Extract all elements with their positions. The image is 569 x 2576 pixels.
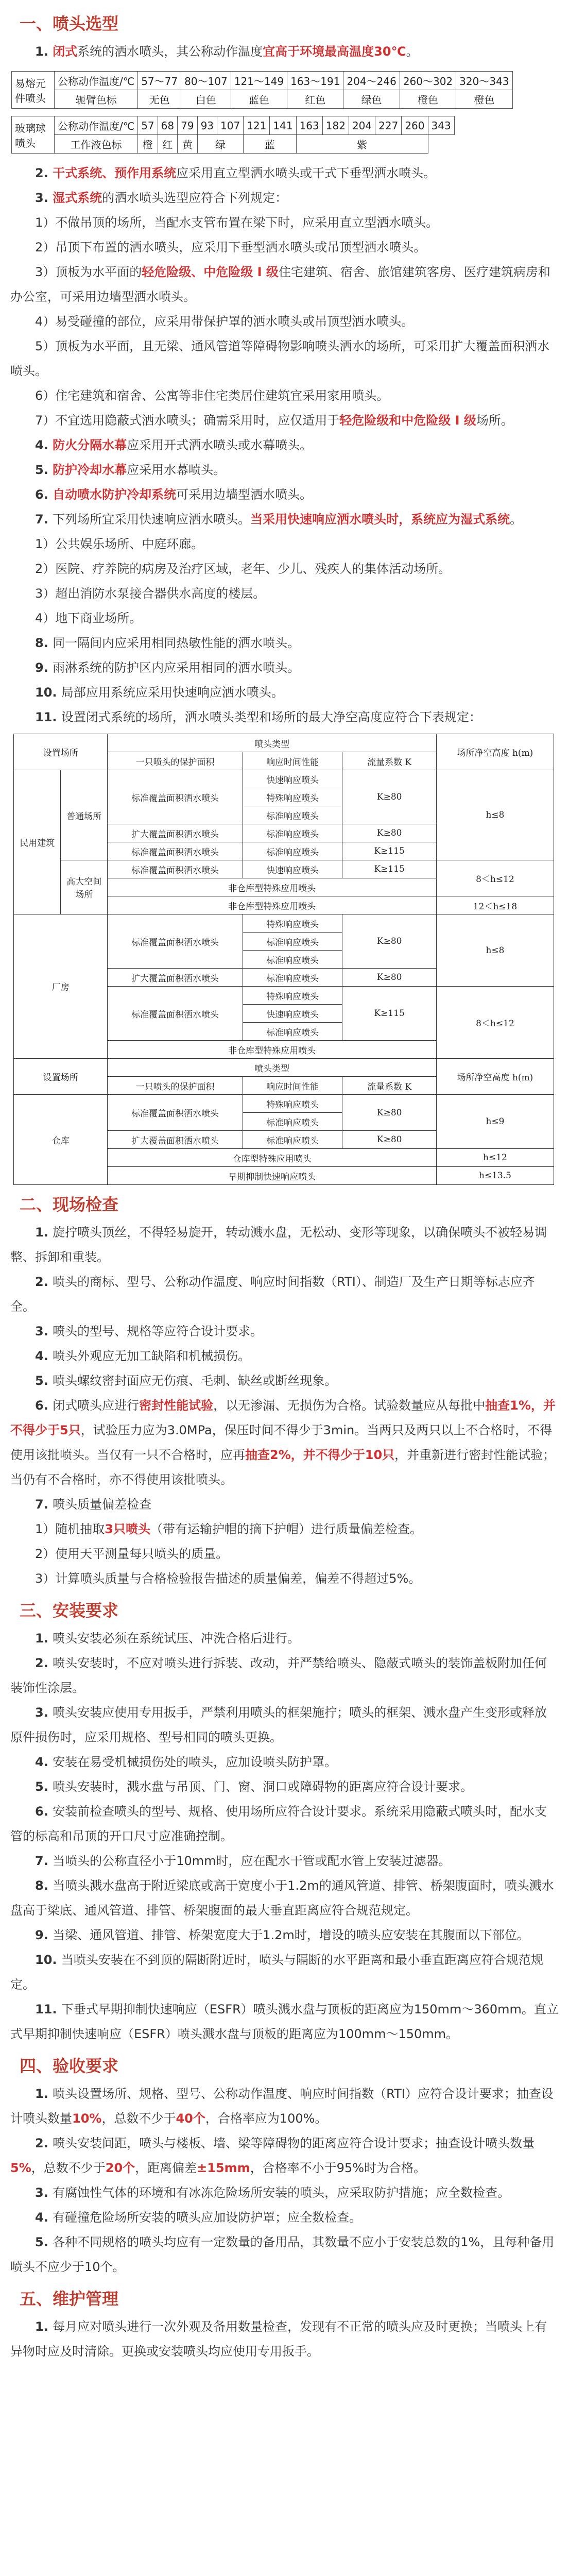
para-1-3-3: 3）顶板为水平面的轻危险级、中危险级 I 级住宅建筑、宿舍、旅馆建筑客房、医疗建筑病房和办公室，可采用边墙型洒水喷头。 — [10, 265, 550, 304]
para-3-1: 1. 喷头安装必须在系统试压、冲洗合格后进行。 — [35, 1631, 300, 1646]
sprinkler-height-table-wrap — [13, 734, 559, 1185]
para-4-4: 4. 有碰撞危险场所安装的喷头应加设防护罩；应全数检查。 — [35, 2210, 362, 2225]
section-title-selection: 一、喷头选型 — [20, 14, 119, 33]
para-1-5: 5. 防护冷却水幕应采用水幕喷头。 — [35, 463, 226, 477]
para-1-7-4: 4）地下商业场所。 — [35, 611, 142, 625]
section-title-acceptance: 四、验收要求 — [20, 2056, 119, 2076]
para-1-2: 2. 干式系统、预作用系统应采用直立型洒水喷头或干式下垂型洒水喷头。 — [35, 166, 436, 180]
para-3-3: 3. 喷头安装应使用专用扳手，严禁利用喷头的框架施拧；喷头的框架、溅水盘产生变形或释放原件损伤时，应采用规格、型号相同的喷头更换。 — [10, 1705, 547, 1744]
para-1-7-2: 2）医院、疗养院的病房及治疗区域，老年、少儿、残疾人的集体活动场所。 — [35, 562, 451, 576]
para-2-2: 2. 喷头的商标、型号、公称动作温度、响应时间指数（RTI）、制造厂及生产日期等标志应齐全。 — [10, 1275, 535, 1314]
para-4-2: 2. 喷头安装间距，喷头与楼板、墙、梁等障碍物的距离应符合设计要求；抽查设计喷头数量5%，总数不少于20个，距离偏差±15mm，合格率不小于95%时为合格。 — [10, 2136, 535, 2175]
para-2-7-1: 1）随机抽取3只喷头（带有运输护帽的摘下护帽）进行质量偏差检查。 — [35, 1522, 422, 1536]
para-2-5: 5. 喷头螺纹密封面应无伤痕、毛刺、缺丝或断丝现象。 — [35, 1374, 337, 1388]
para-2-7-3: 3）计算喷头质量与合格检验报告描述的质量偏差，偏差不得超过5%。 — [35, 1571, 421, 1586]
para-3-7: 7. 当喷头的公称直径小于10mm时，应在配水干管或配水管上安装过滤器。 — [35, 1854, 451, 1868]
para-3-6: 6. 安装前检查喷头的型号、规格、使用场所应符合设计要求。系统采用隐蔽式喷头时，配水支管的标高和吊顶的开口尺寸应准确控制。 — [10, 1804, 547, 1843]
para-1-3-7: 7）不宜选用隐蔽式洒水喷头；确需采用时，应仅适用于轻危险级和中危险级 I 级场所。 — [35, 413, 513, 428]
para-4-3: 3. 有腐蚀性气体的环境和有冰冻危险场所安装的喷头，应采取防护措施；应全数检查。 — [35, 2185, 510, 2200]
para-1-3-1: 1）不做吊顶的场所，当配水支管布置在梁下时，应采用直立型洒水喷头。 — [35, 215, 439, 230]
para-1-3-2: 2）吊顶下布置的洒水喷头，应采用下垂型洒水喷头或吊顶型洒水喷头。 — [35, 240, 426, 255]
para-1-7-1: 1）公共娱乐场所、中庭环廊。 — [35, 537, 204, 551]
para-1-6: 6. 自动喷水防护冷却系统可采用边墙型洒水喷头。 — [35, 487, 313, 502]
para-4-5: 5. 各种不同规格的喷头均应有一定数量的备用品，其数量不应小于安装总数的1%，且每种备用喷头不应少于10个。 — [10, 2235, 555, 2274]
para-3-9: 9. 当梁、通风管道、排管、桥架宽度大于1.2m时，增设的喷头应安装在其腹面以下部位。 — [35, 1928, 529, 1942]
para-1-11: 11. 设置闭式系统的场所，洒水喷头类型和场所的最大净空高度应符合下表规定： — [35, 710, 481, 724]
fusible-element-table: 易熔元件喷头 公称动作温度/℃ 57～77 80～107 121～149 163～191 204～246 260～302 320～343 轭臂色标 无色 白色 蓝色 红色 绿色 橙色 橙色 — [11, 71, 513, 109]
para-1-3-4: 4）易受碰撞的部位，应采用带保护罩的洒水喷头或吊顶型洒水喷头。 — [35, 314, 414, 329]
para-1-1: 1. 闭式系统的洒水喷头，其公称动作温度宜高于环境最高温度30℃。 — [35, 44, 419, 59]
para-2-4: 4. 喷头外观应无加工缺陷和机械损伤。 — [35, 1349, 251, 1363]
para-1-9: 9. 雨淋系统的防护区内应采用相同的洒水喷头。 — [35, 660, 300, 675]
para-1-8: 8. 同一隔间内应采用相同热敏性能的洒水喷头。 — [35, 636, 300, 650]
para-3-4: 4. 安装在易受机械损伤处的喷头，应加设喷头防护罩。 — [35, 1755, 337, 1769]
para-2-6: 6. 闭式喷头应进行密封性能试验，以无渗漏、无损伤为合格。试验数量应从每批中抽查1%，并不得少于5只，试验压力应为3.0MPa，保压时间不得少于3min。当两只及两只以上不合格时，不得使用该批喷头。当仅有一只不合格时，应再抽查2%，并不得少于10只，并重新进行密封性能试验；当仍有不合格时，亦不得使用该批喷头。 — [10, 1398, 556, 1487]
para-1-7-3: 3）超出消防水泵接合器供水高度的楼层。 — [35, 586, 266, 601]
para-1-3-6: 6）住宅建筑和宿舍、公寓等非住宅类居住建筑宜采用家用喷头。 — [35, 388, 389, 403]
para-1-3-5: 5）顶板为水平面，且无梁、通风管道等障碍物影响喷头洒水的场所，可采用扩大覆盖面积洒水喷头。 — [10, 339, 550, 378]
para-5-1: 1. 每月应对喷头进行一次外观及备用数量检查，发现有不正常的喷头应及时更换；当喷头上有异物时应及时清除。更换或安装喷头均应使用专用扳手。 — [10, 2319, 547, 2359]
section-title-installation: 三、安装要求 — [20, 1601, 119, 1620]
para-2-1: 1. 旋拧喷头顶丝，不得轻易旋开，转动溅水盘，无松动、变形等现象，以确保喷头不被轻易调整、拆卸和重装。 — [10, 1225, 547, 1264]
para-2-3: 3. 喷头的型号、规格等应符合设计要求。 — [35, 1324, 263, 1338]
para-1-3: 3. 湿式系统的洒水喷头选型应符合下列规定： — [35, 191, 288, 205]
para-1-10: 10. 局部应用系统应采用快速响应洒水喷头。 — [35, 685, 284, 700]
para-3-8: 8. 当喷头溅水盘高于附近梁底或高于宽度小于1.2m的通风管道、排管、桥架腹面时，喷头溅水盘高于梁底、通风管道、排管、桥架腹面的最大垂直距离应符合规范规定。 — [10, 1878, 554, 1918]
section-title-maintenance: 五、维护管理 — [20, 2289, 119, 2309]
para-4-1: 1. 喷头设置场所、规格、型号、公称动作温度、响应时间指数（RTI）应符合设计要求；抽查设计喷头数量10%，总数不少于40个，合格率应为100%。 — [10, 2087, 554, 2126]
para-2-7-2: 2）使用天平测量每只喷头的质量。 — [35, 1547, 229, 1561]
para-3-2: 2. 喷头安装时，不应对喷头进行拆装、改动，并严禁给喷头、隐蔽式喷头的装饰盖板附加任何装饰性涂层。 — [10, 1656, 547, 1695]
para-3-11: 11. 下垂式早期抑制快速响应（ESFR）喷头溅水盘与顶板的距离应为150mm～360mm。直立式早期抑制快速响应（ESFR）喷头溅水盘与顶板的距离应为100mm～150mm。 — [10, 2002, 559, 2041]
para-1-4: 4. 防火分隔水幕应采用开式洒水喷头或水幕喷头。 — [35, 438, 313, 452]
glass-bulb-table: 玻璃球喷头 公称动作温度/℃ 57 68 79 93 107 121 141 163 182 204 227 260 343 工作液色标 橙 红 黄 绿 蓝 紫 — [11, 116, 455, 154]
para-2-7: 7. 喷头质量偏差检查 — [35, 1497, 152, 1512]
para-3-5: 5. 喷头安装时，溅水盘与吊顶、门、窗、洞口或障碍物的距离应符合设计要求。 — [35, 1780, 473, 1794]
para-3-10: 10. 当喷头安装在不到顶的隔断附近时，喷头与隔断的水平距离和最小垂直距离应符合规范规定。 — [10, 1953, 543, 1992]
sprinkler-height-table: 设置场所 喷头类型 场所净空高度 h(m) 一只喷头的保护面积 响应时间性能 流量系数 K 民用建筑 普通场所 标准覆盖面积洒水喷头 快速响应喷头 K≥80 h≤8 特殊响应喷头 标准响应喷头 扩大覆盖面积洒水喷头 标准响应喷头 K≥80 标准覆盖面积洒水喷头 标准响应喷头 K≥115 高大空间场所 标准覆盖面积洒水喷头 快速响应喷头 K≥115 8＜h≤12 非仓库型特殊应用喷头 非仓库型特殊应用喷头 12＜h≤18 厂房 标准覆盖面积洒水喷头 特殊响应喷头 K≥80 h≤8 标准响应喷头 标准响应喷头 扩大覆盖面积洒水喷头 标准响应喷头 K≥80 标准覆盖面积洒水喷头 特殊响应喷头 K≥115 8＜h≤12 快速响应喷头 标准响应喷头 非仓库型特殊应用喷头 设置场所 喷头类型 场所净空高度 h(m) 一只喷头的保护面积 响应时间性能 流量系数 K 仓库 标准覆盖面积洒水喷头 特殊响应喷头 K≥80 h≤9 标准响应喷头 扩大覆盖面积洒水喷头 标准响应喷头 K≥80 仓库型特殊应用喷头 h≤12 早期抑制快速响应喷头 h≤13.5 — [13, 734, 554, 1185]
para-1-7: 7. 下列场所宜采用快速响应洒水喷头。当采用快速响应洒水喷头时，系统应为湿式系统。 — [35, 512, 523, 527]
section-title-inspection: 二、现场检查 — [20, 1195, 119, 1214]
